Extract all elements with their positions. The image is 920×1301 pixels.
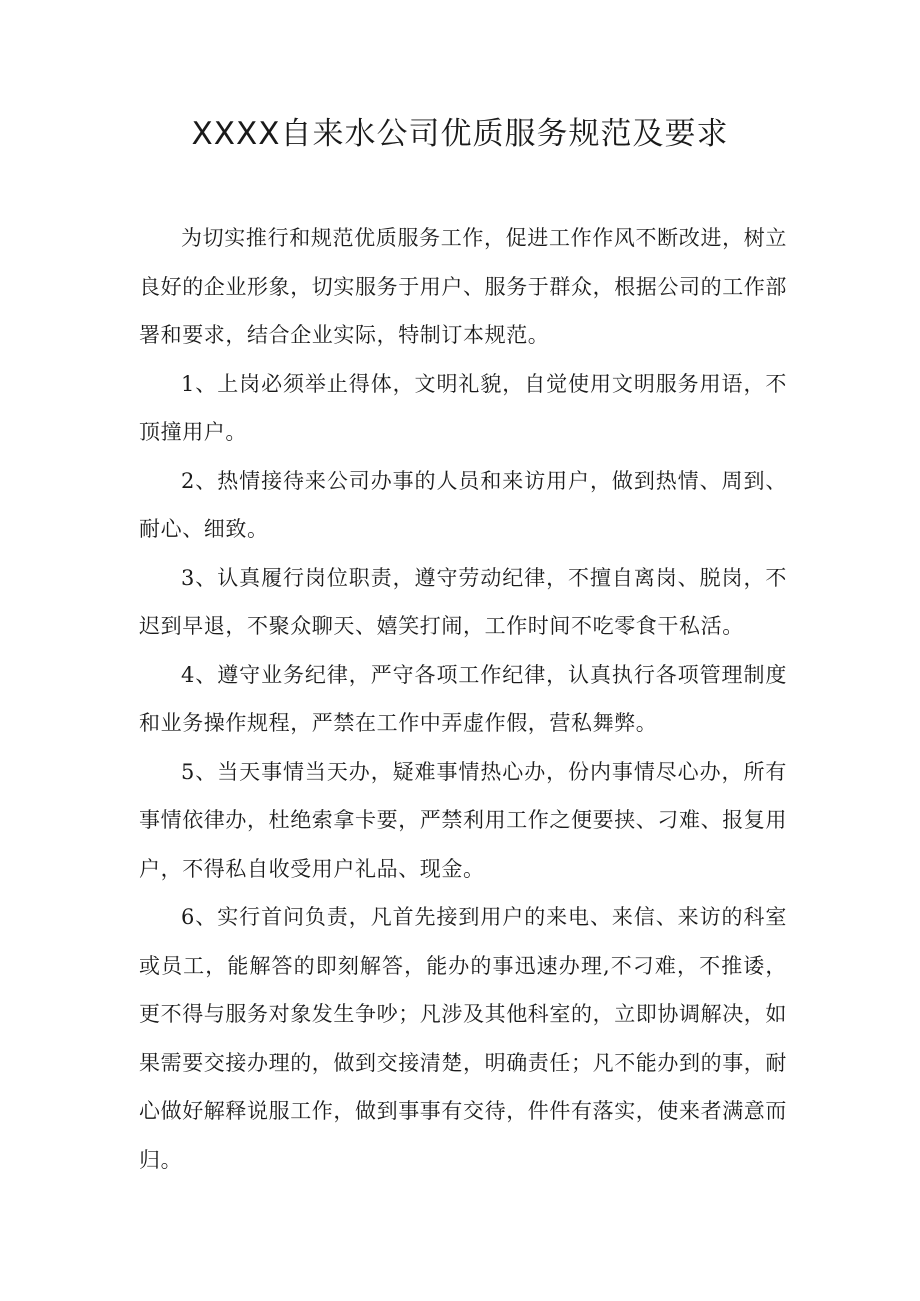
rule-item-4: 4、遵守业务纪律，严守各项工作纪律，认真执行各项管理制度和业务操作规程，严禁在工作中弄虚作假，营私舞弊。 (139, 662, 787, 735)
rule-item-6: 6、实行首问负责，凡首先接到用户的来电、来信、来访的科室或员工，能解答的即刻解答，能办的事迅速办理,不刁难，不推诿，更不得与服务对象发生争吵；凡涉及其他科室的，立即协调解决，如果需要交接办理的，做到交接清楚，明确责任；凡不能办到的事，耐心做好解释说服工作，做到事事有交待，件件有落实，使来者满意而归。 (139, 905, 787, 1172)
document-body (139, 214, 787, 1184)
rule-item-5: 5、当天事情当天办，疑难事情热心办，份内事情尽心办，所有事情依律办，杜绝索拿卡要，严禁利用工作之便要挟、刁难、报复用户，不得私自收受用户礼品、现金。 (139, 759, 787, 881)
rule-item-2: 2、热情接待来公司办事的人员和来访用户，做到热情、周到、耐心、细致。 (139, 468, 787, 541)
rule-item-1: 1、上岗必须举止得体，文明礼貌，自觉使用文明服务用语，不顶撞用户。 (139, 371, 787, 444)
document-title: XXXX自来水公司优质服务规范及要求 (191, 116, 729, 152)
intro-paragraph: 为切实推行和规范优质服务工作，促进工作作风不断改进，树立良好的企业形象，切实服务于用户、服务于群众，根据公司的工作部署和要求，结合企业实际，特制订本规范。 (139, 226, 787, 347)
rule-item-3: 3、认真履行岗位职责，遵守劳动纪律，不擅自离岗、脱岗，不迟到早退，不聚众聊天、嬉笑打闹，工作时间不吃零食干私活。 (139, 565, 787, 638)
